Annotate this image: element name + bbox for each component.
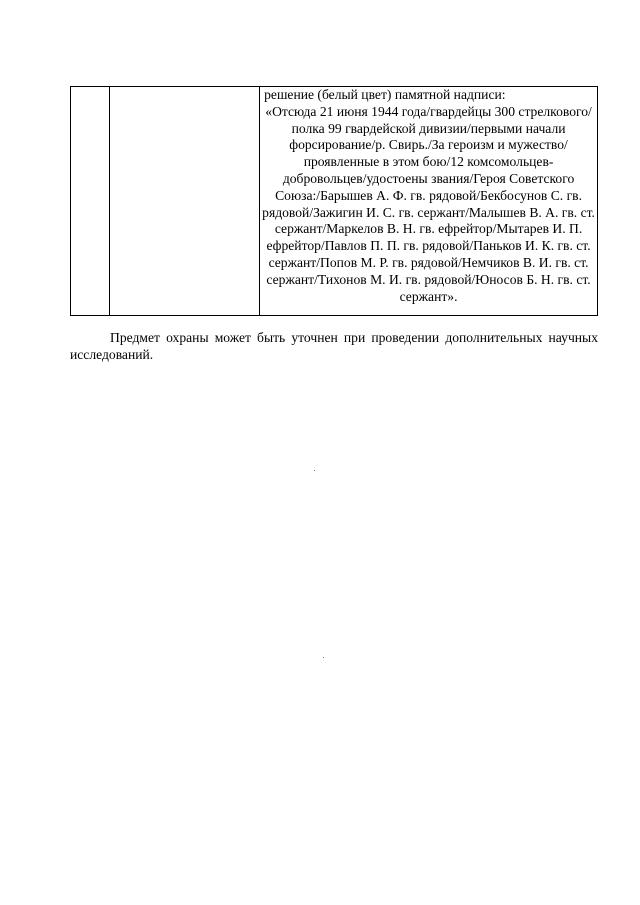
note-paragraph: Предмет охраны может быть уточнен при проведении дополнительных научных исследований. [70, 330, 598, 362]
table-row [71, 87, 598, 316]
table-cell-category [109, 87, 259, 316]
table-cell-number [71, 87, 110, 316]
table-cell-number-text [71, 87, 109, 315]
scan-speck [314, 470, 315, 471]
table-cell-description [260, 87, 598, 316]
scan-speck [323, 657, 324, 658]
description-first-line: решение (белый цвет) памятной надписи: [264, 87, 506, 102]
protection-subject-table [70, 86, 598, 316]
memorial-inscription-text: «Отсюда 21 июня 1944 года/гвардейцы 300 стрелкового/полка 99 гвардейской дивизии/первыми начали форсирование/р. Свирь./За героизм и мужество/проявленные в этом бою/12 комсомольцев-добровольцев/удостоены звания/Героя Советского Союза:/Барышев А. Ф. гв. рядовой/Бекбосунов С. гв. рядовой/Зажигин И. С. гв. сержант/Малышев В. А. гв. ст. сержант/Маркелов В. Н. гв. ефрейтор/Мытарев И. П. ефрейтор/Павлов П. П. гв. рядовой/Паньков И. К. гв. ст. сержант/Попов М. Р. гв. рядовой/Немчиков В. И. гв. ст. сержант/Тихонов М. И. гв. рядовой/Юносов Б. Н. гв. ст. сержант». [262, 103, 595, 304]
